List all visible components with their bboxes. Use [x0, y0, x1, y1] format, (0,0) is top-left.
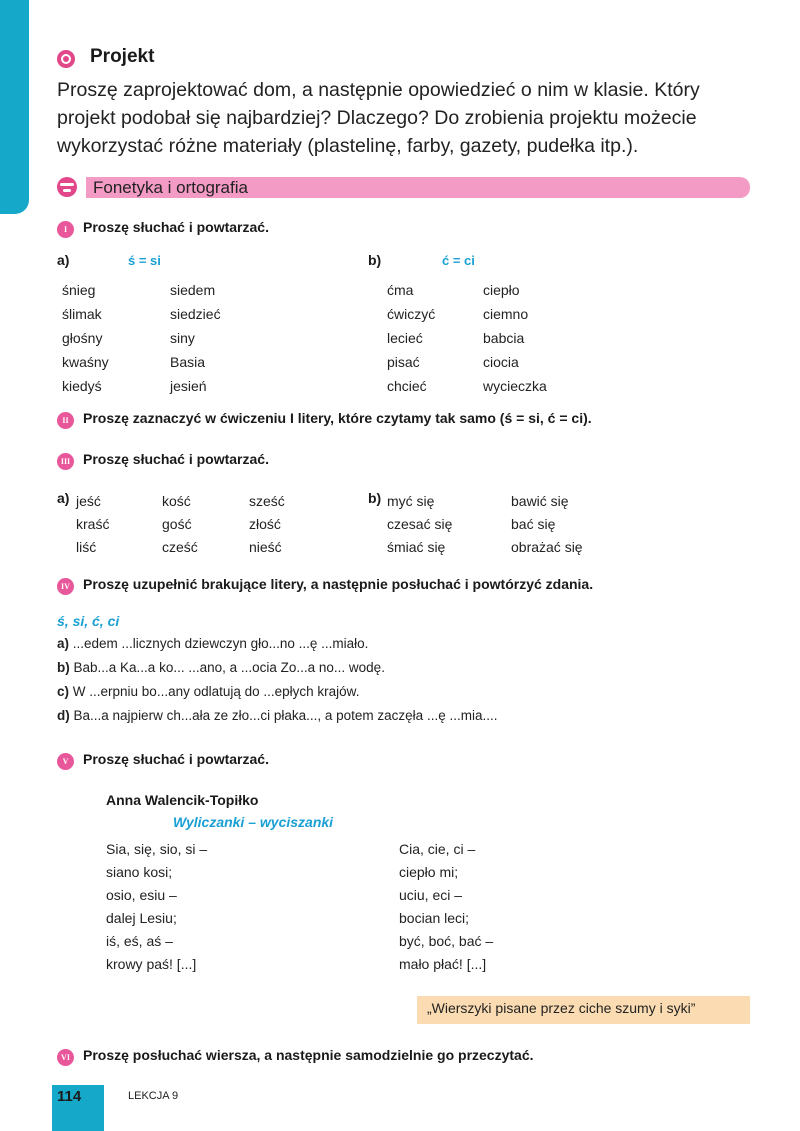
poem-line: krowy paś! [...] — [106, 956, 197, 972]
sentence-text: ...edem ...licznych dziewczyn gło...no ...ę ...miało. — [72, 636, 369, 651]
exercise-instruction: Proszę słuchać i powtarzać. — [83, 751, 269, 767]
poem-line: być, boć, bać – — [399, 933, 494, 949]
word: głośny — [62, 330, 103, 346]
word-column — [483, 278, 547, 398]
side-tab — [0, 0, 29, 214]
poem-line: mało płać! [...] — [399, 956, 487, 972]
project-line: projekt podobał się najbardziej? Dlaczego? Do zrobienia projektu możecie — [57, 107, 697, 129]
word: lecieć — [387, 330, 423, 346]
project-text — [57, 76, 747, 160]
exercise-number-icon: VI — [57, 1049, 74, 1066]
rule-label: ś = si — [128, 253, 161, 268]
word-column — [170, 278, 221, 398]
exercise-instruction: Proszę zaznaczyć w ćwiczeniu I litery, które czytamy tak samo (ś = si, ć = ci). — [83, 410, 592, 426]
word-column — [249, 490, 285, 559]
word: śmiać się — [387, 539, 446, 555]
word: ciocia — [483, 354, 519, 370]
poem-line: Sia, się, sio, si – — [106, 841, 208, 857]
exercise-part-label: b) — [368, 490, 382, 506]
word-column — [387, 278, 435, 398]
sentence — [57, 708, 497, 723]
poem-title: Wyliczanki – wyciszanki — [173, 814, 334, 830]
word: ciemno — [483, 306, 529, 322]
word: Basia — [170, 354, 206, 370]
word: nieść — [249, 539, 282, 555]
word: cześć — [162, 539, 198, 555]
exercise-number-icon: I — [57, 221, 74, 238]
poem-line: uciu, eci – — [399, 887, 463, 903]
word: siny — [170, 330, 195, 346]
word: liść — [76, 539, 97, 555]
word-column — [162, 490, 198, 559]
sentence-text: Bab...a Ka...a ko... ...ano, a ...ocia Zo...a no... wodę. — [73, 660, 385, 675]
sentence-label: c) — [57, 684, 70, 699]
word: sześć — [249, 493, 285, 509]
sentence-text: Ba...a najpierw ch...ała ze zło...ci płaka..., a potem zaczęła ...ę ...mia.... — [73, 708, 498, 723]
word: złość — [249, 516, 281, 532]
poem-column — [106, 838, 207, 976]
exercise-number-icon: II — [57, 412, 74, 429]
word: kość — [162, 493, 191, 509]
word: siedem — [170, 282, 216, 298]
poem-line: osio, esiu – — [106, 887, 177, 903]
poem-column — [399, 838, 493, 976]
project-title: Projekt — [90, 46, 155, 67]
word: śnieg — [62, 282, 96, 298]
word: siedzieć — [170, 306, 221, 322]
project-gear-icon — [57, 50, 75, 68]
poem-line: siano kosi; — [106, 864, 173, 880]
exercise-instruction: Proszę słuchać i powtarzać. — [83, 451, 269, 467]
word: kraść — [76, 516, 110, 532]
exercise-part-label: b) — [368, 252, 382, 268]
word: jesień — [170, 378, 207, 394]
sentence-label: d) — [57, 708, 70, 723]
word: obrażać się — [511, 539, 583, 555]
project-line: wykorzystać różne materiały (plastelinę, farby, gazety, pudełka itp.). — [57, 135, 639, 157]
word: kiedyś — [62, 378, 102, 394]
poem-line: iś, eś, aś – — [106, 933, 173, 949]
poem-author: Anna Walencik-Topiłko — [106, 792, 259, 808]
word: ćma — [387, 282, 414, 298]
poem-line: ciepło mi; — [399, 864, 459, 880]
sentence-text: W ...erpniu bo...any odlatują do ...epłych krajów. — [72, 684, 360, 699]
exercise-instruction: Proszę posłuchać wiersza, a następnie samodzielnie go przeczytać. — [83, 1047, 534, 1063]
exercise-instruction: Proszę uzupełnić brakujące litery, a następnie posłuchać i powtórzyć zdania. — [83, 576, 594, 592]
lesson-label: LEKCJA 9 — [128, 1090, 179, 1102]
word-column — [511, 490, 583, 559]
sentence-label: a) — [57, 636, 70, 651]
word: gość — [162, 516, 192, 532]
word-column — [76, 490, 109, 559]
word: bać się — [511, 516, 556, 532]
word: ślimak — [62, 306, 102, 322]
rule-label: ć = ci — [442, 253, 475, 268]
word: ćwiczyć — [387, 306, 436, 322]
word: chcieć — [387, 378, 427, 394]
exercise-number-icon: V — [57, 753, 74, 770]
source-quote: „Wierszyki pisane przez ciche szumy i syki” — [427, 1000, 696, 1016]
word: bawić się — [511, 493, 569, 509]
poem-line: Cia, cie, ci – — [399, 841, 476, 857]
word: pisać — [387, 354, 420, 370]
exercise-number-icon: III — [57, 453, 74, 470]
sentence — [57, 636, 368, 651]
exercise-number-icon: IV — [57, 578, 74, 595]
sentence — [57, 684, 359, 699]
word: kwaśny — [62, 354, 109, 370]
word: jeść — [76, 493, 101, 509]
letters-label: ś, si, ć, ci — [57, 613, 120, 629]
word: wycieczka — [483, 378, 547, 394]
exercise-instruction: Proszę słuchać i powtarzać. — [83, 219, 269, 235]
word: myć się — [387, 493, 435, 509]
page-number: 114 — [57, 1088, 82, 1105]
project-line: Proszę zaprojektować dom, a następnie opowiedzieć o nim w klasie. Który — [57, 79, 700, 101]
poem-line: bocian leci; — [399, 910, 470, 926]
poem-line: dalej Lesiu; — [106, 910, 177, 926]
section-title: Fonetyka i ortografia — [93, 178, 248, 197]
word: ciepło — [483, 282, 520, 298]
word-column — [62, 278, 109, 398]
exercise-part-label: a) — [57, 252, 70, 268]
word: czesać się — [387, 516, 453, 532]
sentence-label: b) — [57, 660, 70, 675]
mouth-icon — [57, 177, 77, 197]
sentence — [57, 660, 385, 675]
word-column — [387, 490, 452, 559]
exercise-part-label: a) — [57, 490, 70, 506]
word: babcia — [483, 330, 525, 346]
